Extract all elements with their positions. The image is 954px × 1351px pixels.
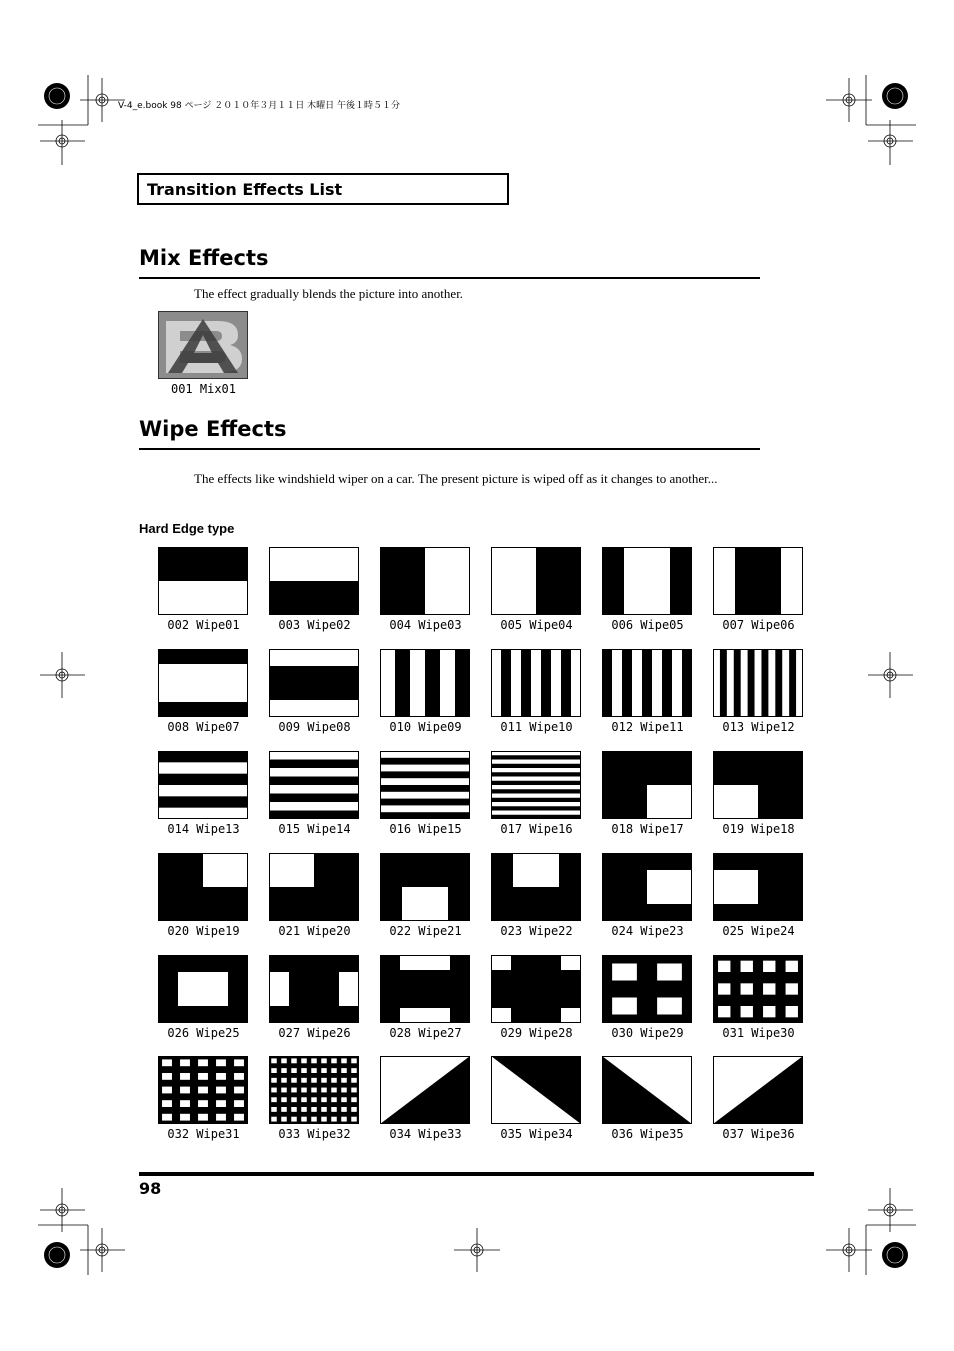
wipe10-label: 011 Wipe10 — [500, 720, 573, 734]
wipe14-label: 015 Wipe14 — [278, 822, 351, 836]
wipe18-label: 019 Wipe18 — [722, 822, 795, 836]
wipe09-label: 010 Wipe09 — [389, 720, 462, 734]
wipe25-thumbnail-icon — [158, 955, 248, 1023]
wipe04-label: 005 Wipe04 — [500, 618, 573, 632]
mix-heading-rule — [139, 277, 760, 279]
wipe23-label: 024 Wipe23 — [611, 924, 684, 938]
wipe-description: The effects like windshield wiper on a car. The present picture is wiped off as it changes to another... — [194, 471, 718, 486]
mix-item-label: 001 Mix01 — [170, 382, 237, 396]
wipe01-thumbnail-icon — [158, 547, 248, 615]
page-number: 98 — [139, 1179, 162, 1198]
wipe21-thumbnail-icon — [380, 853, 470, 921]
wipe30-label: 031 Wipe30 — [722, 1026, 795, 1040]
wipe21-label: 022 Wipe21 — [389, 924, 462, 938]
wipe07-thumbnail-icon — [158, 649, 248, 717]
wipe34-label: 035 Wipe34 — [500, 1127, 573, 1141]
wipe30-thumbnail-icon — [713, 955, 803, 1023]
wipe02-label: 003 Wipe02 — [278, 618, 351, 632]
wipe15-label: 016 Wipe15 — [389, 822, 462, 836]
wipe12-label: 013 Wipe12 — [722, 720, 795, 734]
wipe14-thumbnail-icon — [269, 751, 359, 819]
wipe24-label: 025 Wipe24 — [722, 924, 795, 938]
wipe10-thumbnail-icon — [491, 649, 581, 717]
wipe19-label: 020 Wipe19 — [167, 924, 240, 938]
wipe01-label: 002 Wipe01 — [167, 618, 240, 632]
wipe02-thumbnail-icon — [269, 547, 359, 615]
wipe36-label: 037 Wipe36 — [722, 1127, 795, 1141]
wipe36-thumbnail-icon — [713, 1056, 803, 1124]
wipe27-thumbnail-icon — [380, 955, 470, 1023]
wipe25-label: 026 Wipe25 — [167, 1026, 240, 1040]
wipe13-label: 014 Wipe13 — [167, 822, 240, 836]
wipe13-thumbnail-icon — [158, 751, 248, 819]
wipe16-thumbnail-icon — [491, 751, 581, 819]
wipe11-thumbnail-icon — [602, 649, 692, 717]
wipe32-thumbnail-icon — [269, 1056, 359, 1124]
wipe33-label: 034 Wipe33 — [389, 1127, 462, 1141]
mix-ab-icon — [158, 311, 248, 379]
mix-effects-heading: Mix Effects — [139, 246, 269, 270]
wipe18-thumbnail-icon — [713, 751, 803, 819]
wipe26-thumbnail-icon — [269, 955, 359, 1023]
wipe08-thumbnail-icon — [269, 649, 359, 717]
wipe26-label: 027 Wipe26 — [278, 1026, 351, 1040]
wipe08-label: 009 Wipe08 — [278, 720, 351, 734]
wipe12-thumbnail-icon — [713, 649, 803, 717]
wipe15-thumbnail-icon — [380, 751, 470, 819]
wipe09-thumbnail-icon — [380, 649, 470, 717]
wipe35-thumbnail-icon — [602, 1056, 692, 1124]
print-header-info: V-4_e.book 98 ページ ２０１０年３月１１日 木曜日 午後１時５１分 — [118, 101, 401, 111]
wipe34-thumbnail-icon — [491, 1056, 581, 1124]
wipe17-thumbnail-icon — [602, 751, 692, 819]
section-title: Transition Effects List — [147, 180, 343, 199]
wipe04-thumbnail-icon — [491, 547, 581, 615]
wipe20-thumbnail-icon — [269, 853, 359, 921]
wipe31-label: 032 Wipe31 — [167, 1127, 240, 1141]
wipe07-label: 008 Wipe07 — [167, 720, 240, 734]
wipe03-label: 004 Wipe03 — [389, 618, 462, 632]
wipe-effects-heading: Wipe Effects — [139, 417, 287, 441]
wipe33-thumbnail-icon — [380, 1056, 470, 1124]
wipe31-thumbnail-icon — [158, 1056, 248, 1124]
wipe28-label: 029 Wipe28 — [500, 1026, 573, 1040]
wipe-heading-rule — [139, 448, 760, 450]
wipe16-label: 017 Wipe16 — [500, 822, 573, 836]
wipe24-thumbnail-icon — [713, 853, 803, 921]
wipe22-thumbnail-icon — [491, 853, 581, 921]
wipe05-thumbnail-icon — [602, 547, 692, 615]
wipe27-label: 028 Wipe27 — [389, 1026, 462, 1040]
hard-edge-subheading: Hard Edge type — [139, 521, 235, 536]
section-title-box — [137, 173, 509, 205]
wipe35-label: 036 Wipe35 — [611, 1127, 684, 1141]
wipe32-label: 033 Wipe32 — [278, 1127, 351, 1141]
wipe29-label: 030 Wipe29 — [611, 1026, 684, 1040]
wipe19-thumbnail-icon — [158, 853, 248, 921]
wipe20-label: 021 Wipe20 — [278, 924, 351, 938]
wipe11-label: 012 Wipe11 — [611, 720, 684, 734]
wipe06-label: 007 Wipe06 — [722, 618, 795, 632]
mix-description: The effect gradually blends the picture into another. — [194, 286, 464, 301]
wipe23-thumbnail-icon — [602, 853, 692, 921]
page-footer-rule — [139, 1172, 814, 1176]
wipe29-thumbnail-icon — [602, 955, 692, 1023]
wipe28-thumbnail-icon — [491, 955, 581, 1023]
wipe05-label: 006 Wipe05 — [611, 618, 684, 632]
wipe17-label: 018 Wipe17 — [611, 822, 684, 836]
wipe06-thumbnail-icon — [713, 547, 803, 615]
wipe03-thumbnail-icon — [380, 547, 470, 615]
wipe22-label: 023 Wipe22 — [500, 924, 573, 938]
